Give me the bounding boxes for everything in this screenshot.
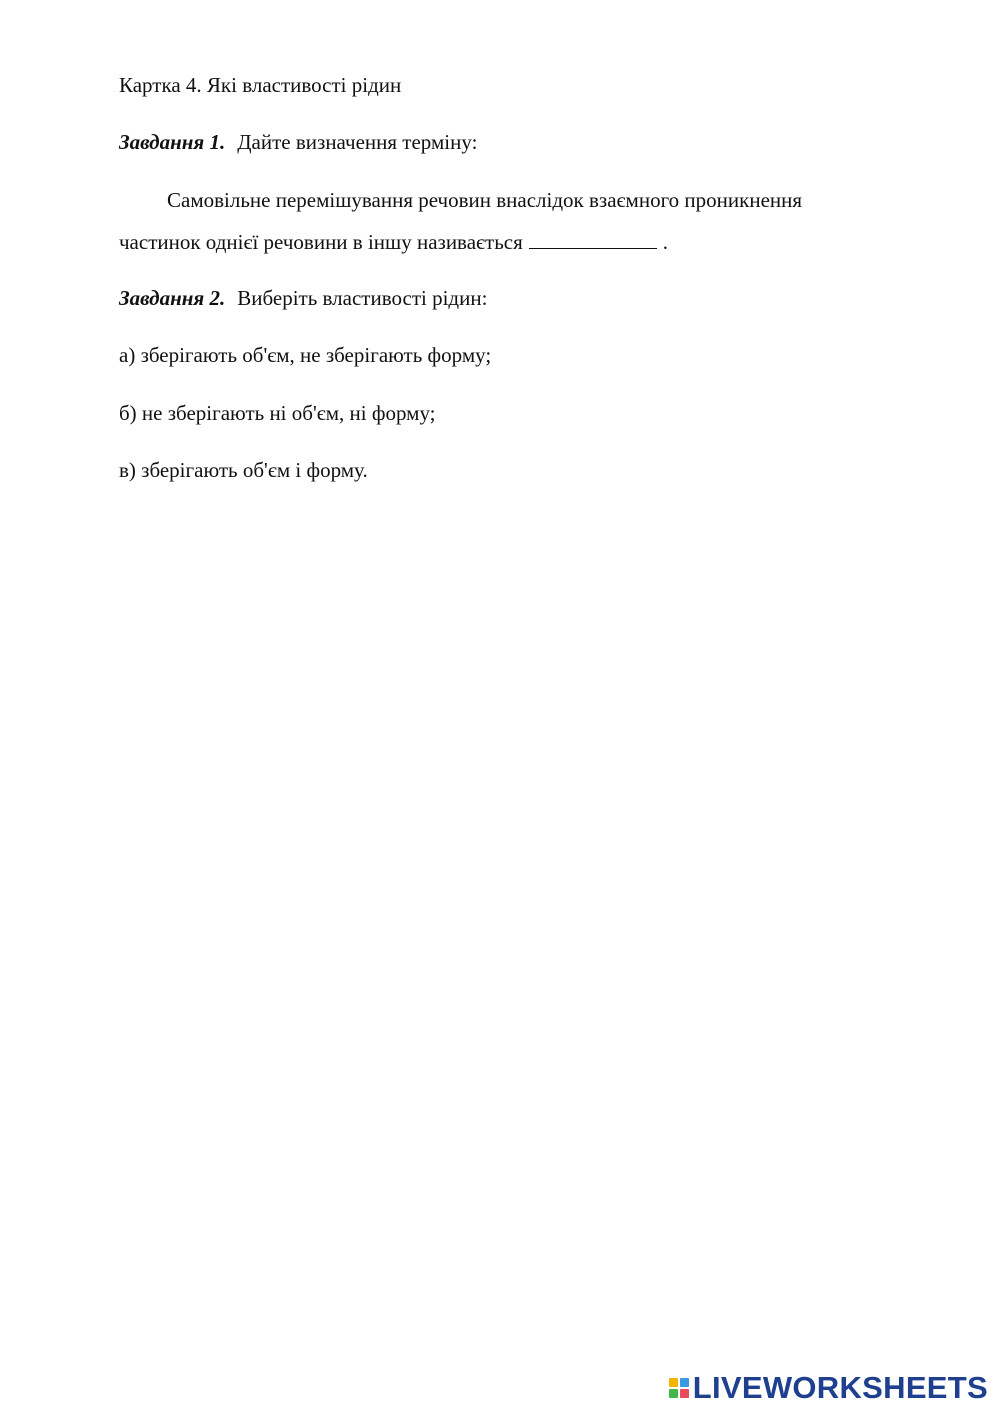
task2-option-b[interactable]: б) не зберігають ні об'єм, ні форму; — [119, 401, 436, 425]
task1-end-punct: . — [662, 230, 669, 254]
task2-instruction: Виберіть властивості рідин: — [237, 286, 488, 310]
liveworksheets-logo — [669, 1372, 988, 1404]
logo-text: LIVEWORKSHEETS — [692, 1370, 988, 1405]
task2-heading — [119, 288, 487, 309]
task1-heading — [119, 132, 477, 153]
task1-text-line1: Самовільне перемішування речовин внаслідок взаємного проникнення — [167, 188, 803, 212]
liveworksheets-logo-icon — [669, 1378, 689, 1398]
task1-label: Завдання 1. — [119, 130, 226, 154]
task2-label: Завдання 2. — [119, 286, 226, 310]
task1-instruction: Дайте визначення терміну: — [237, 130, 478, 154]
task2-option-a[interactable]: а) зберігають об'єм, не зберігають форму; — [119, 343, 492, 367]
task1-text-line2: частинок однієї речовини в іншу називається — [119, 230, 523, 254]
task1-text-line2-row — [119, 230, 668, 253]
card-title: Картка 4. Які властивості рідин — [119, 73, 402, 97]
task2-option-c[interactable]: в) зберігають об'єм і форму. — [119, 458, 368, 482]
task1-answer-blank[interactable] — [529, 230, 657, 249]
